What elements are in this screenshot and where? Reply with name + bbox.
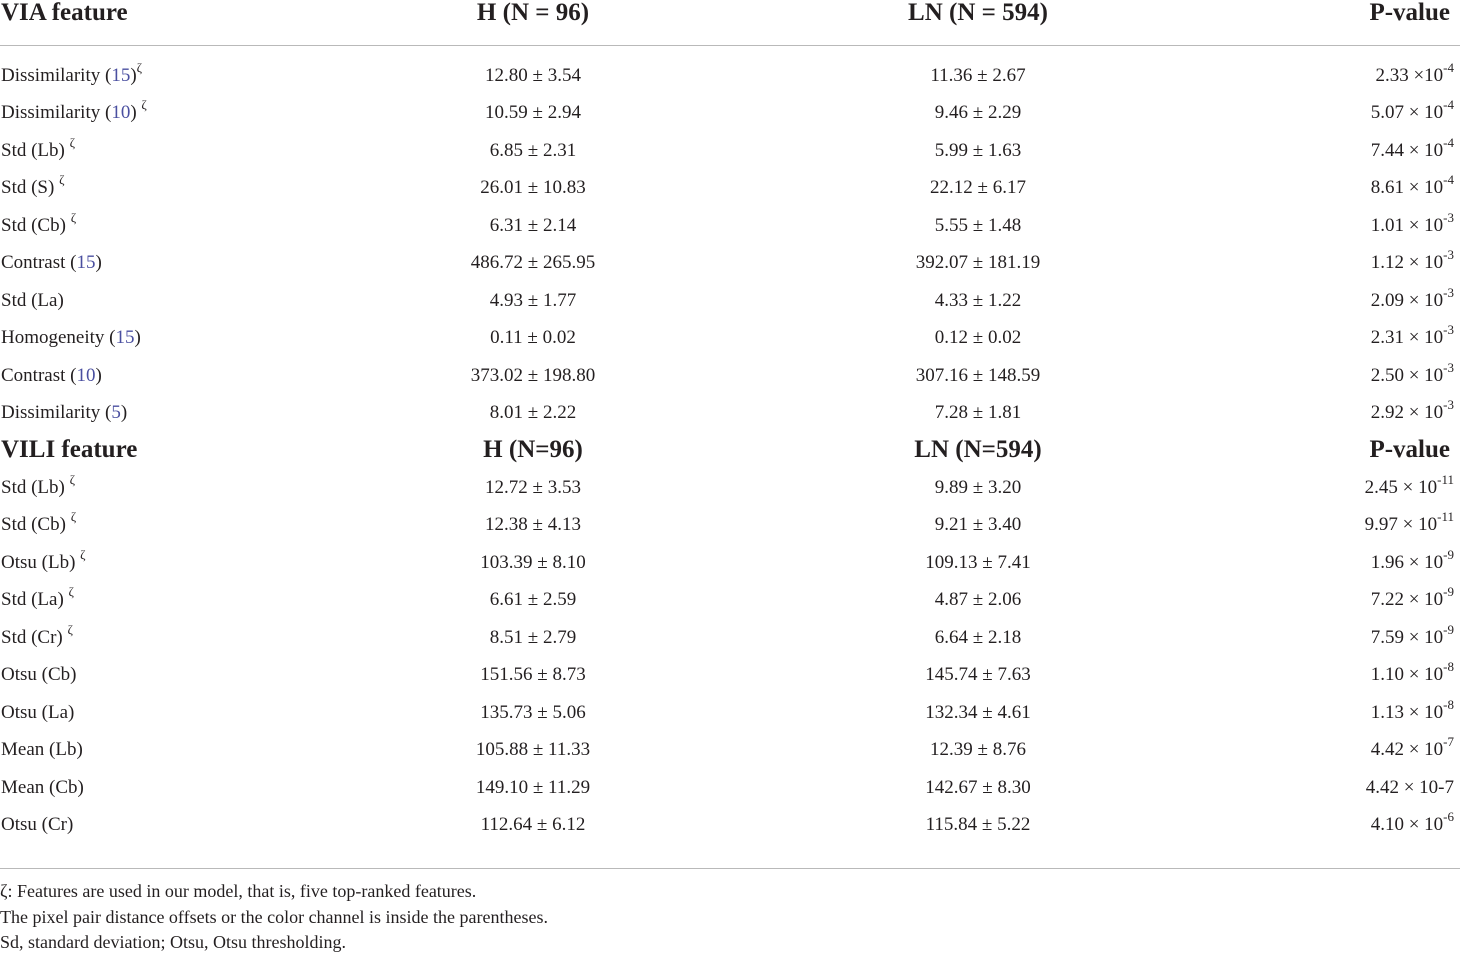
feature-name: Std (La)	[1, 290, 64, 311]
feature-cell	[1, 703, 74, 722]
feature-cell	[1, 584, 74, 610]
feature-cell	[1, 60, 143, 86]
p-value-exponent: -4	[1443, 97, 1454, 112]
ln-value: 9.21 ± 3.40	[934, 514, 1022, 535]
h-value: 135.73 ± 5.06	[480, 702, 586, 723]
feature-name: Otsu (La)	[1, 702, 75, 723]
h-value: 12.72 ± 3.53	[485, 477, 581, 498]
table-row	[0, 397, 1460, 440]
p-value	[1375, 60, 1454, 86]
feature-name: Dissimilarity (	[1, 402, 112, 423]
h-value: 8.01 ± 2.22	[489, 402, 577, 423]
header-p-value: P-value	[1369, 436, 1450, 463]
feature-name: Std (S)	[1, 177, 60, 198]
feature-cell	[1, 740, 83, 759]
header-ln: LN (N=594)	[914, 436, 1042, 463]
p-value-exponent: -3	[1443, 397, 1454, 412]
top-ranked-mark: ζ	[69, 135, 75, 150]
h-value: 8.51 ± 2.79	[489, 627, 577, 648]
p-value-base: 4.10 × 10	[1370, 814, 1444, 835]
table-row	[0, 809, 1460, 852]
feature-name-close: )	[95, 365, 102, 386]
header-h: H (N = 96)	[476, 0, 590, 26]
header-rule	[0, 45, 1460, 46]
p-value-exponent: -4	[1443, 60, 1454, 75]
feature-name: Dissimilarity (	[1, 65, 112, 86]
via-header-row	[0, 0, 1460, 40]
feature-name-close: )	[130, 65, 137, 86]
ln-value: 307.16 ± 148.59	[915, 365, 1041, 386]
p-value	[1370, 622, 1454, 648]
p-value-exponent: -3	[1443, 285, 1454, 300]
feature-cell	[1, 291, 64, 310]
table-row	[0, 172, 1460, 215]
p-value-base: 2.09 × 10	[1370, 290, 1444, 311]
feature-cell	[1, 622, 73, 648]
p-value	[1370, 135, 1454, 161]
p-value-base: 1.13 × 10	[1370, 702, 1444, 723]
reference-number: 15	[76, 252, 96, 273]
h-value: 4.93 ± 1.77	[489, 290, 577, 311]
p-value	[1370, 360, 1454, 386]
top-ranked-mark: ζ	[70, 210, 77, 225]
top-ranked-mark: ζ	[80, 547, 86, 562]
header-p-value: P-value	[1369, 0, 1450, 26]
reference-number: 15	[111, 65, 131, 86]
p-value	[1364, 509, 1454, 535]
p-value	[1370, 322, 1454, 348]
feature-cell	[1, 547, 86, 573]
header-ln: LN (N = 594)	[908, 0, 1048, 26]
p-value	[1366, 778, 1454, 797]
table-row	[0, 584, 1460, 627]
p-value-exponent: -6	[1443, 809, 1454, 824]
feature-cell	[1, 778, 84, 797]
feature-cell	[1, 97, 147, 123]
p-value	[1370, 210, 1454, 236]
feature-name: Std (La)	[1, 589, 69, 610]
ln-value: 4.87 ± 2.06	[934, 589, 1022, 610]
h-value: 486.72 ± 265.95	[470, 252, 596, 273]
p-value-exponent: -3	[1443, 247, 1454, 262]
p-value-base: 1.96 × 10	[1370, 552, 1444, 573]
p-value-exponent: -9	[1443, 547, 1454, 562]
table-row	[0, 472, 1460, 515]
table-row	[0, 285, 1460, 328]
feature-name-close: )	[130, 102, 142, 123]
feature-cell	[1, 328, 141, 347]
top-ranked-mark: ζ	[70, 509, 77, 524]
feature-name-close: )	[134, 327, 141, 348]
ln-value: 12.39 ± 8.76	[930, 739, 1026, 760]
p-value	[1370, 584, 1454, 610]
p-value	[1364, 472, 1454, 498]
table-row	[0, 734, 1460, 777]
ln-value: 142.67 ± 8.30	[925, 777, 1031, 798]
feature-name: Std (Cb)	[1, 215, 71, 236]
p-value-base: 2.50 × 10	[1370, 365, 1444, 386]
feature-name: Std (Lb)	[1, 140, 70, 161]
p-value-exponent: -3	[1443, 360, 1454, 375]
p-value-exponent: -9	[1443, 584, 1454, 599]
top-ranked-mark: ζ	[136, 60, 143, 75]
ln-value: 392.07 ± 181.19	[915, 252, 1041, 273]
footnote: Sd, standard deviation; Otsu, Otsu thresholding.	[0, 932, 346, 952]
ln-value: 22.12 ± 6.17	[930, 177, 1026, 198]
table-row	[0, 360, 1460, 403]
p-value-base: 9.97 × 10	[1364, 514, 1438, 535]
feature-cell	[1, 472, 75, 498]
p-value-exponent: -11	[1437, 509, 1454, 524]
h-value: 151.56 ± 8.73	[480, 664, 586, 685]
p-value-base: 1.12 × 10	[1370, 252, 1444, 273]
p-value-base: 1.01 × 10	[1370, 215, 1444, 236]
p-value	[1370, 734, 1454, 760]
p-value-exponent: -11	[1437, 472, 1454, 487]
footnote: ζ: Features are used in our model, that is, five top-ranked features.	[0, 881, 477, 901]
feature-name: Otsu (Cr)	[1, 814, 74, 835]
reference-number: 5	[111, 402, 121, 423]
p-value-exponent: -4	[1443, 172, 1454, 187]
top-ranked-mark: ζ	[59, 172, 65, 187]
p-value-base: 1.10 × 10	[1370, 664, 1444, 685]
p-value	[1370, 172, 1454, 198]
top-ranked-mark: ζ	[69, 472, 75, 487]
feature-name: Mean (Cb)	[1, 777, 84, 798]
feature-name-close: )	[120, 402, 128, 423]
p-value-base: 4.42 × 10-7	[1365, 777, 1454, 798]
h-value: 373.02 ± 198.80	[470, 365, 596, 386]
feature-cell	[1, 815, 73, 834]
feature-cell	[1, 665, 76, 684]
top-ranked-mark: ζ	[67, 622, 73, 637]
table-row	[0, 247, 1460, 290]
footnote: The pixel pair distance offsets or the color channel is inside the parentheses.	[0, 907, 548, 927]
p-value-base: 2.45 × 10	[1364, 477, 1438, 498]
ln-value: 5.99 ± 1.63	[934, 140, 1022, 161]
reference-number: 10	[76, 365, 96, 386]
feature-cell	[1, 253, 102, 272]
ln-value: 145.74 ± 7.63	[925, 664, 1031, 685]
feature-name: Std (Cb)	[1, 514, 71, 535]
p-value	[1370, 659, 1454, 685]
table-row	[0, 547, 1460, 590]
feature-name: Dissimilarity (	[1, 102, 112, 123]
feature-cell	[1, 135, 75, 161]
vili-header-row	[0, 437, 1460, 477]
h-value: 6.31 ± 2.14	[489, 215, 577, 236]
ln-value: 6.64 ± 2.18	[934, 627, 1022, 648]
p-value	[1370, 697, 1454, 723]
feature-name: Contrast (	[1, 365, 77, 386]
p-value-base: 2.92 × 10	[1370, 402, 1444, 423]
table-row	[0, 659, 1460, 702]
ln-value: 0.12 ± 0.02	[934, 327, 1022, 348]
p-value	[1370, 547, 1454, 573]
ln-value: 109.13 ± 7.41	[925, 552, 1031, 573]
h-value: 0.11 ± 0.02	[490, 327, 576, 348]
p-value-base: 7.59 × 10	[1370, 627, 1444, 648]
feature-name: Homogeneity (	[1, 327, 116, 348]
feature-name: Otsu (Cb)	[1, 664, 77, 685]
table-row	[0, 60, 1460, 103]
p-value-exponent: -7	[1443, 734, 1454, 749]
table-row	[0, 778, 1460, 815]
p-value-base: 7.44 × 10	[1370, 140, 1444, 161]
top-ranked-mark: ζ	[141, 97, 147, 112]
table-row	[0, 210, 1460, 253]
feature-cell	[1, 403, 127, 422]
top-ranked-mark: ζ	[68, 584, 74, 599]
h-value: 26.01 ± 10.83	[480, 177, 586, 198]
table-row	[0, 97, 1460, 140]
header-h: H (N=96)	[483, 436, 583, 463]
p-value-base: 4.42 × 10	[1370, 739, 1444, 760]
h-value: 10.59 ± 2.94	[485, 102, 581, 123]
reference-number: 10	[111, 102, 131, 123]
table-row	[0, 622, 1460, 665]
feature-cell	[1, 172, 65, 198]
table-row	[0, 697, 1460, 740]
p-value	[1370, 809, 1454, 835]
ln-value: 9.46 ± 2.29	[934, 102, 1022, 123]
h-value: 6.85 ± 2.31	[489, 140, 577, 161]
header-feature: VIA feature	[1, 0, 128, 26]
ln-value: 7.28 ± 1.81	[934, 402, 1022, 423]
p-value-base: 5.07 × 10	[1370, 102, 1444, 123]
h-value: 112.64 ± 6.12	[480, 814, 586, 835]
header-feature: VILI feature	[1, 436, 138, 463]
p-value	[1370, 285, 1454, 311]
p-value-exponent: -9	[1443, 622, 1454, 637]
table-row	[0, 509, 1460, 552]
p-value	[1370, 97, 1454, 123]
ln-value: 9.89 ± 3.20	[934, 477, 1022, 498]
p-value-exponent: -8	[1443, 697, 1454, 712]
table-row	[0, 322, 1460, 365]
h-value: 105.88 ± 11.33	[475, 739, 591, 760]
h-value: 12.80 ± 3.54	[485, 65, 581, 86]
feature-name: Std (Lb)	[1, 477, 70, 498]
reference-number: 15	[115, 327, 135, 348]
h-value: 103.39 ± 8.10	[480, 552, 586, 573]
p-value	[1370, 247, 1454, 273]
p-value-base: 7.22 × 10	[1370, 589, 1444, 610]
footer-rule	[0, 868, 1460, 869]
ln-value: 11.36 ± 2.67	[930, 65, 1026, 86]
feature-name: Contrast (	[1, 252, 77, 273]
feature-name: Otsu (Lb)	[1, 552, 81, 573]
feature-name-close: )	[95, 252, 102, 273]
p-value	[1370, 397, 1454, 423]
p-value-exponent: -3	[1443, 210, 1454, 225]
feature-cell	[1, 509, 77, 535]
feature-cell	[1, 366, 102, 385]
ln-value: 5.55 ± 1.48	[934, 215, 1022, 236]
p-value-base: 2.33 ×10	[1375, 65, 1444, 86]
h-value: 12.38 ± 4.13	[485, 514, 581, 535]
feature-cell	[1, 210, 77, 236]
p-value-exponent: -8	[1443, 659, 1454, 674]
p-value-exponent: -3	[1443, 322, 1454, 337]
feature-name: Std (Cr)	[1, 627, 68, 648]
ln-value: 132.34 ± 4.61	[925, 702, 1031, 723]
ln-value: 4.33 ± 1.22	[934, 290, 1022, 311]
feature-name: Mean (Lb)	[1, 739, 83, 760]
p-value-base: 8.61 × 10	[1370, 177, 1444, 198]
ln-value: 115.84 ± 5.22	[925, 814, 1031, 835]
h-value: 6.61 ± 2.59	[489, 589, 577, 610]
table-row	[0, 135, 1460, 178]
p-value-base: 2.31 × 10	[1370, 327, 1444, 348]
p-value-exponent: -4	[1443, 135, 1454, 150]
h-value: 149.10 ± 11.29	[475, 777, 591, 798]
